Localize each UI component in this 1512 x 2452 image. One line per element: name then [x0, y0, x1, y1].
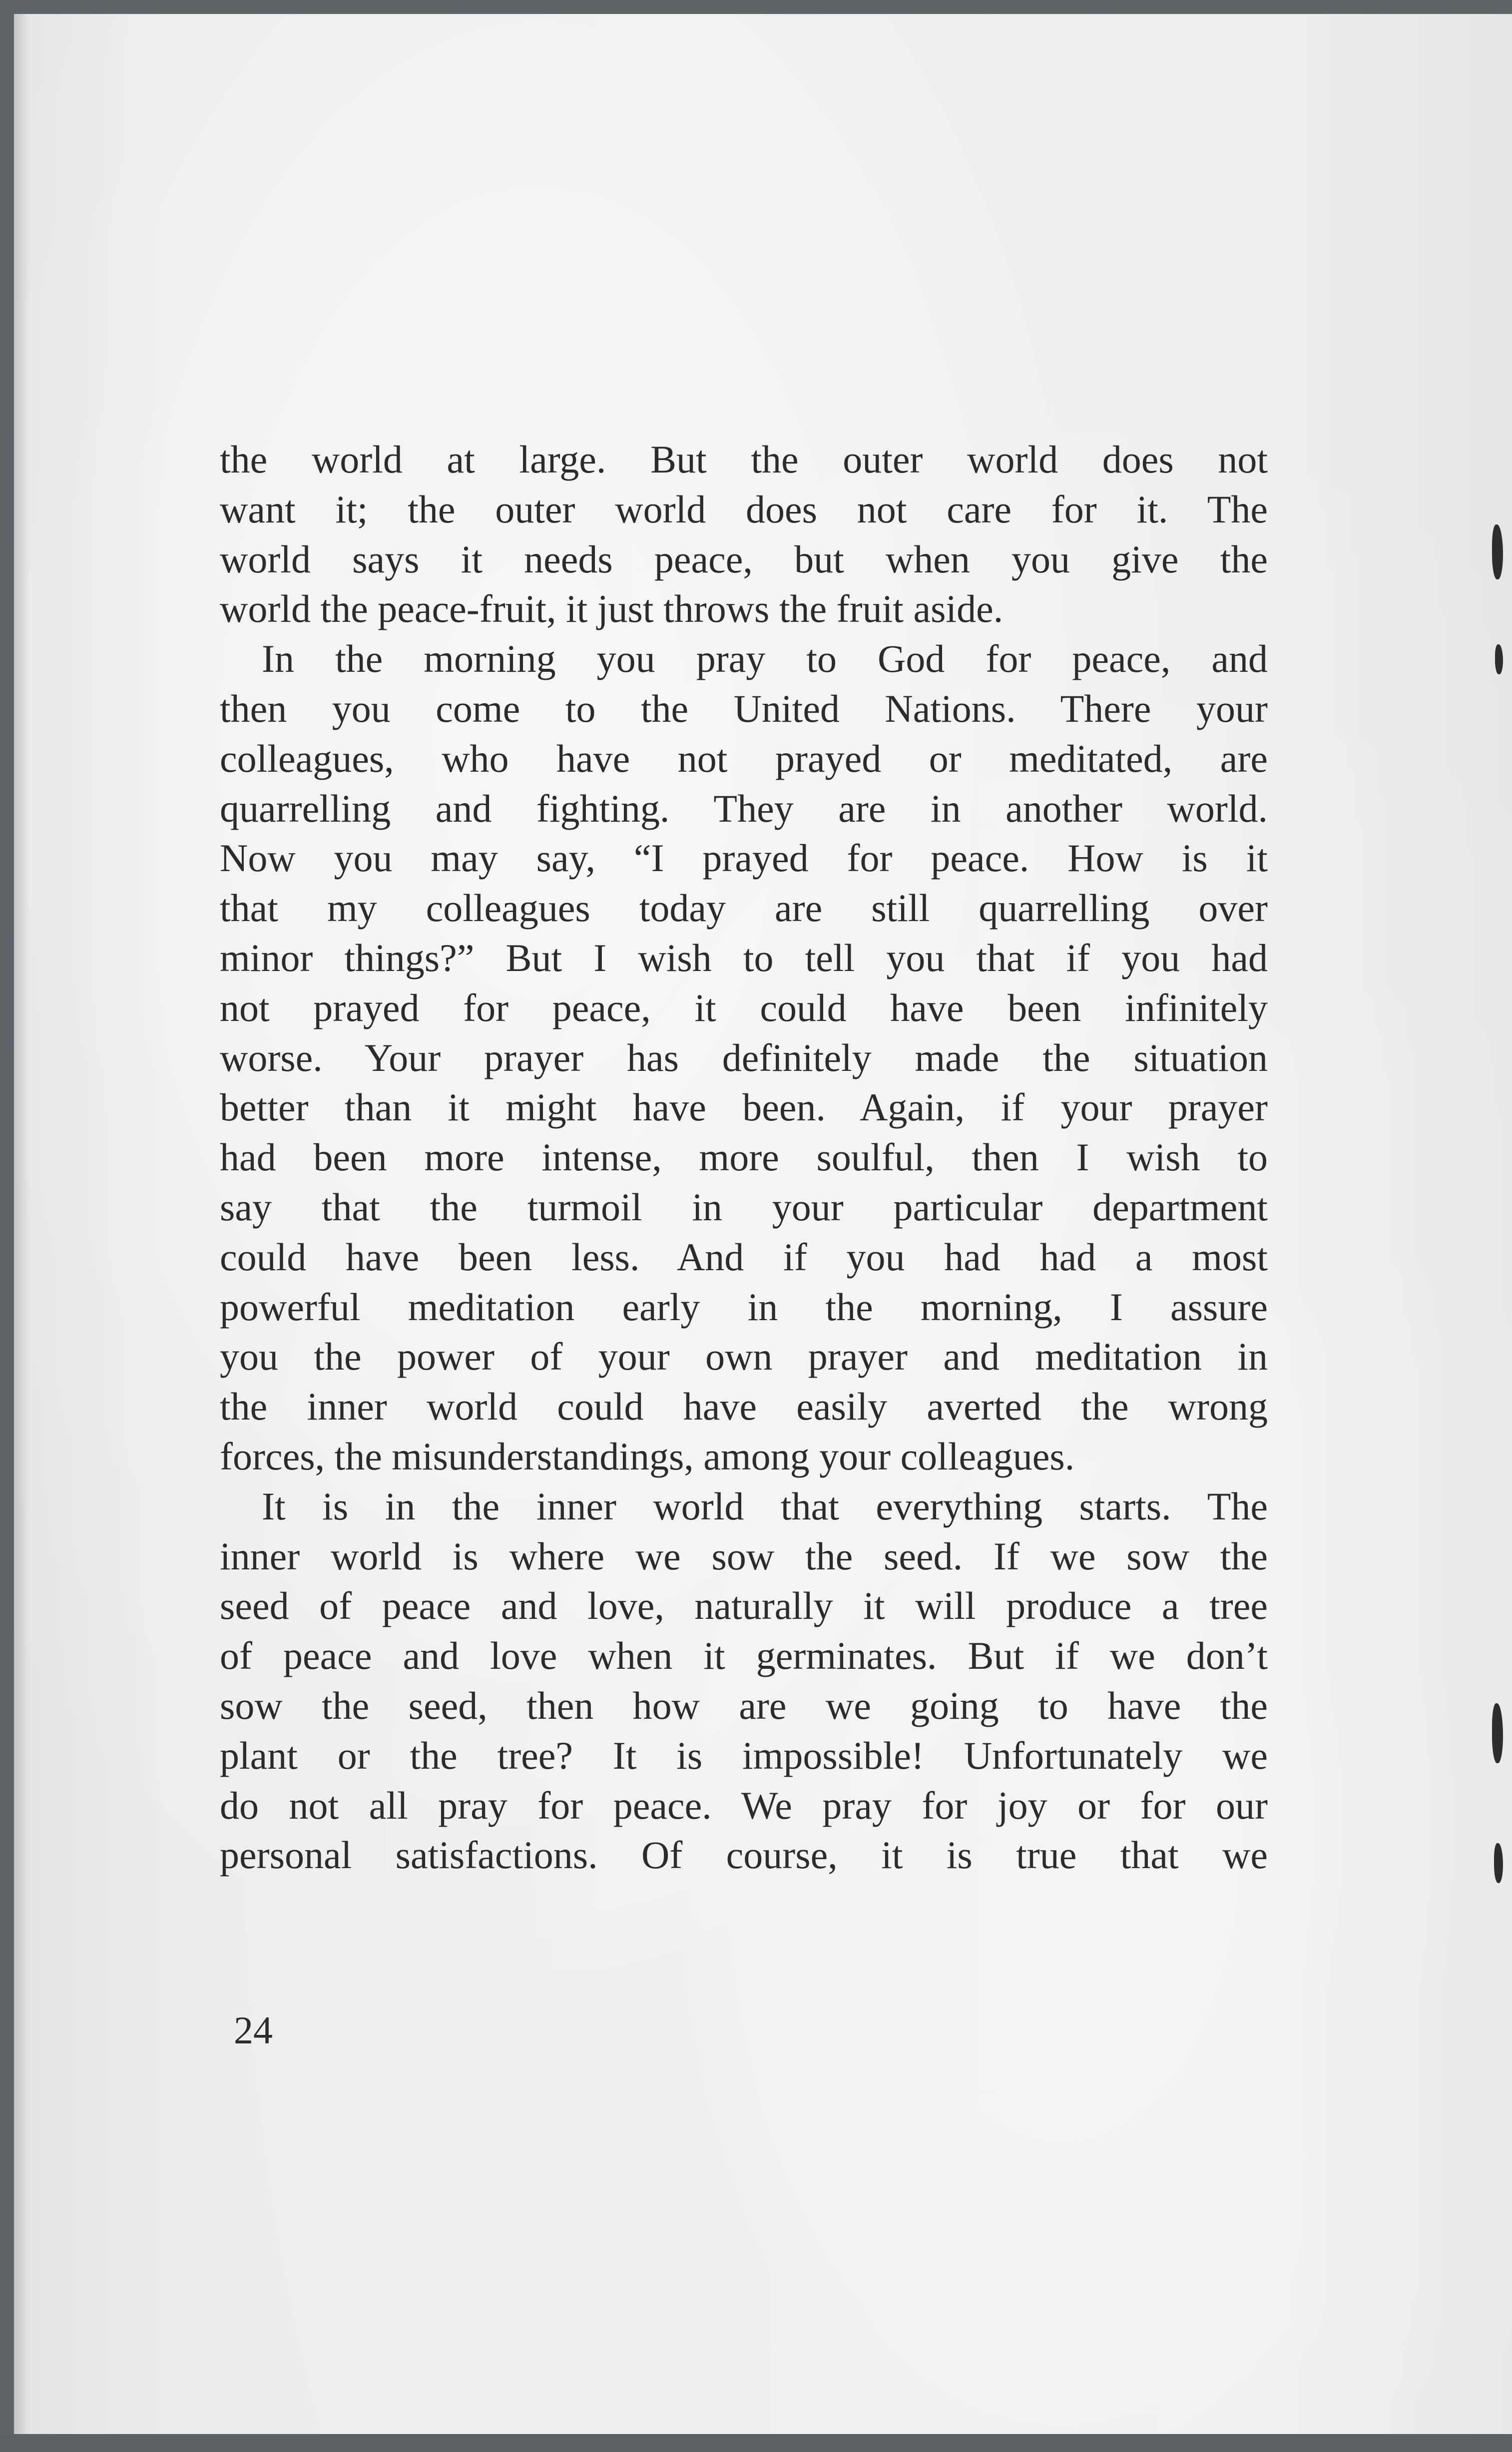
text-line: In the morning you pray to God for peace, and: [262, 637, 1268, 681]
text-line: the inner world could have easily averted the wrong: [220, 1385, 1268, 1429]
text-line: had been more intense, more soulful, then I wish to: [220, 1135, 1268, 1179]
text-line: could have been less. And if you had had a most: [220, 1235, 1268, 1279]
text-line: say that the turmoil in your particular department: [220, 1185, 1268, 1229]
text-line: forces, the misunderstandings, among your colleagues.: [220, 1434, 1075, 1478]
text-line: seed of peace and love, naturally it will produce a tree: [220, 1584, 1268, 1628]
text-line: minor things?” But I wish to tell you that if you had: [220, 936, 1268, 980]
scan-border: [0, 2434, 1512, 2452]
text-line: then you come to the United Nations. There your: [220, 686, 1268, 730]
text-line: personal satisfactions. Of course, it is true that we: [220, 1833, 1268, 1877]
text-line: the world at large. But the outer world does not: [220, 438, 1268, 481]
page-number: 24: [234, 2008, 273, 2052]
text-line: world the peace-fruit, it just throws the fruit aside.: [220, 587, 1004, 631]
book-page: [14, 14, 1512, 2434]
text-line: It is in the inner world that everything starts. The: [262, 1484, 1268, 1528]
text-line: not prayed for peace, it could have been infinitely: [220, 985, 1268, 1029]
text-line: colleagues, who have not prayed or meditated, are: [220, 736, 1268, 780]
text-line: that my colleagues today are still quarrelling over: [220, 886, 1268, 930]
text-line: Now you may say, “I prayed for peace. How is it: [220, 836, 1268, 880]
text-line: want it; the outer world does not care for it. The: [220, 487, 1268, 531]
text-line: quarrelling and fighting. They are in another world.: [220, 786, 1268, 830]
text-line: plant or the tree? It is impossible! Unfortunately we: [220, 1733, 1268, 1777]
page-shadow-edge: [14, 14, 29, 2434]
text-line: world says it needs peace, but when you give the: [220, 537, 1268, 581]
text-line: do not all pray for peace. We pray for joy or for our: [220, 1783, 1268, 1827]
text-line: of peace and love when it germinates. But if we don’t: [220, 1634, 1268, 1678]
text-line: inner world is where we sow the seed. If we sow the: [220, 1534, 1268, 1578]
text-line: better than it might have been. Again, if your prayer: [220, 1085, 1268, 1129]
text-line: worse. Your prayer has definitely made the situation: [220, 1035, 1268, 1079]
body-text: [220, 435, 1268, 1880]
text-line: you the power of your own prayer and meditation in: [220, 1335, 1268, 1379]
text-line: sow the seed, then how are we going to have the: [220, 1683, 1268, 1727]
text-line: powerful meditation early in the morning, I assure: [220, 1285, 1268, 1329]
